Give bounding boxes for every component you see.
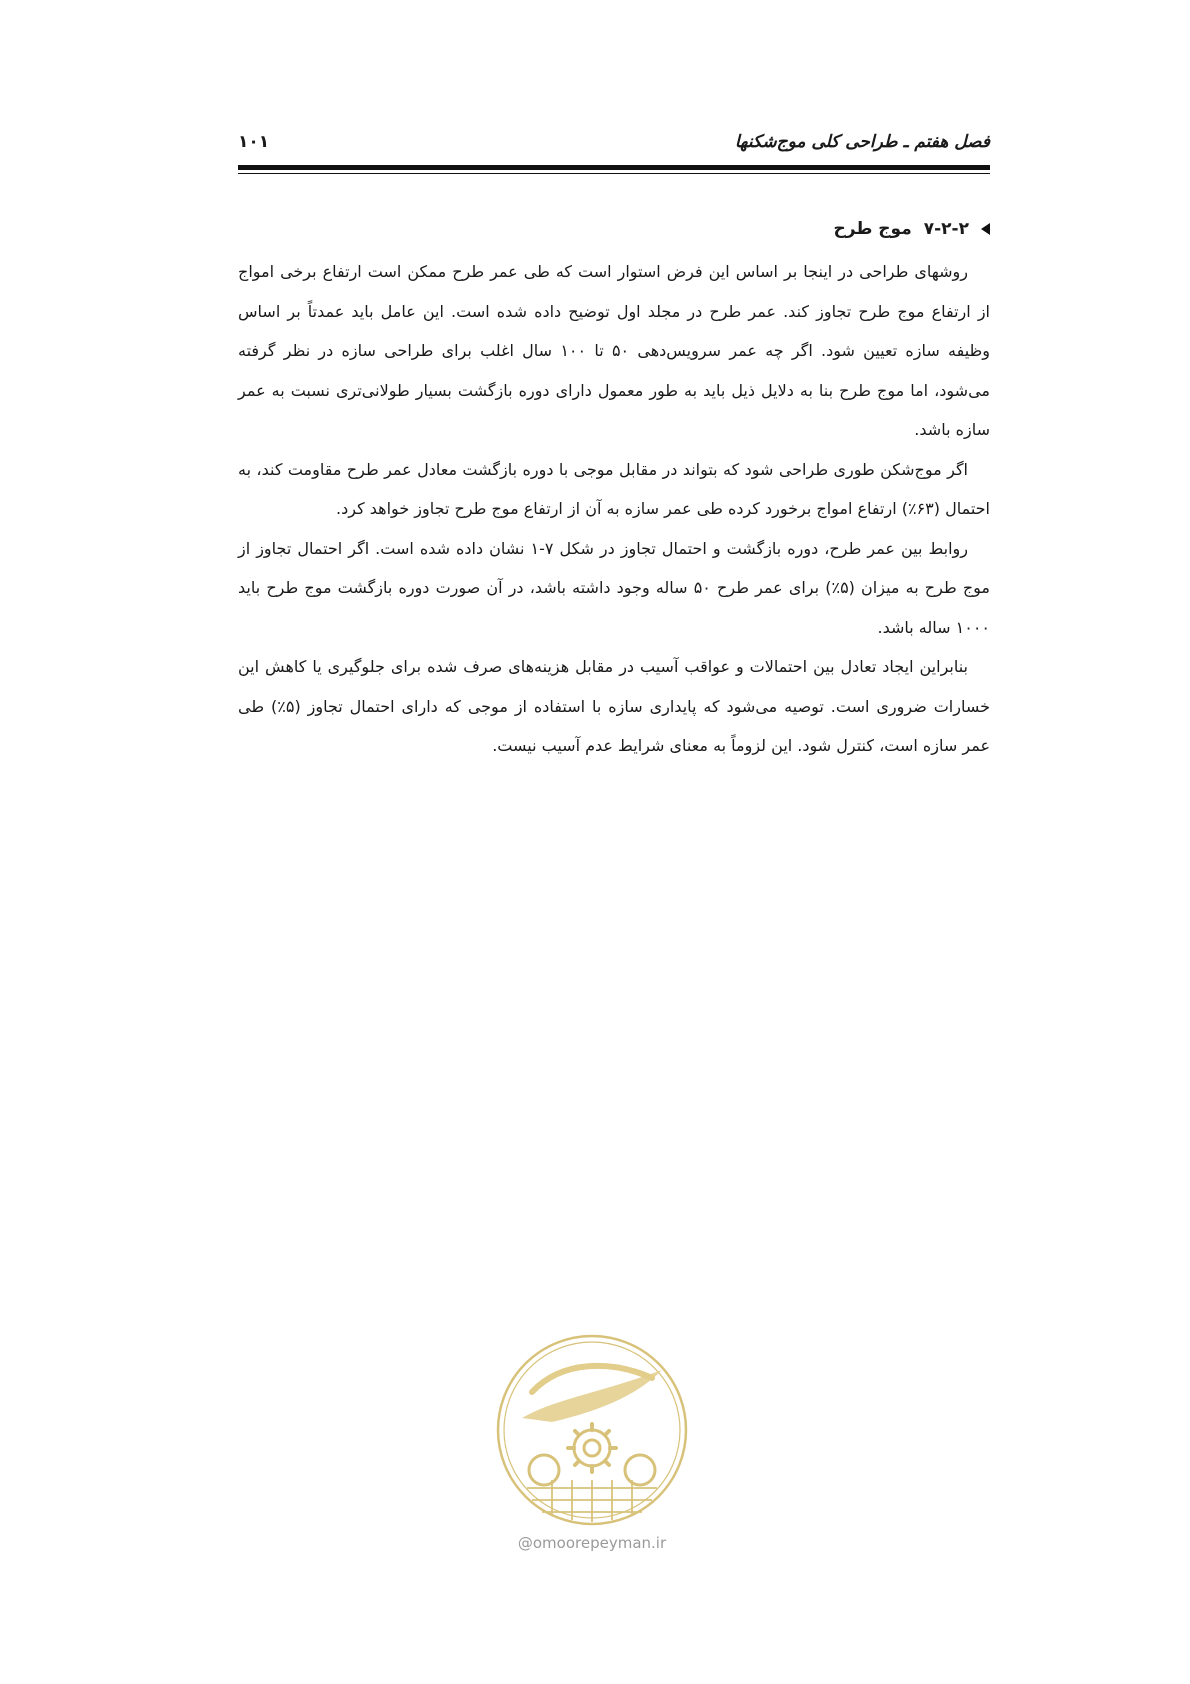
body-content	[238, 212, 990, 766]
paragraph-4: بنابراین ایجاد تعادل بین احتمالات و عواقب آسیب در مقابل هزینه‌های صرف شده برای جلوگیری یا کاهش این خسارات ضروری است. توصیه می‌شود که پایداری سازه با استفاده از موجی که دارای احتمال تجاوز (۵٪) طی عمر سازه است، کنترل شود. این لزوماً به معنای شرایط عدم آسیب نیست.	[238, 657, 990, 755]
section-title: موج طرح	[833, 219, 912, 239]
running-header	[238, 130, 990, 164]
triangle-bullet-icon	[981, 223, 990, 235]
section-heading	[238, 212, 990, 246]
paragraph-2: اگر موج‌شکن طوری طراحی شود که بتواند در مقابل موجی با دوره بازگشت معادل عمر طرح مقاومت کند، به احتمال (۶۳٪) ارتفاع امواج برخورد کرده طی عمر سازه به آن از ارتفاع موج طرح تجاوز خواهد کرد.	[238, 459, 990, 518]
chapter-title: فصل هفتم ـ طراحی کلی موج‌شکنها	[734, 132, 990, 152]
watermark-url: @omoorepeyman.ir	[517, 1534, 667, 1552]
watermark-logo-icon	[492, 1330, 692, 1530]
header-rule-thin	[238, 173, 990, 174]
paragraph-3: روابط بین عمر طرح، دوره بازگشت و احتمال تجاوز در شکل ۷-۱ نشان داده شده است. اگر احتمال تجاوز از موج طرح به میزان (۵٪) برای عمر طرح ۵۰ ساله وجود داشته باشد، در آن صورت دوره بازگشت موج طرح باید ۱۰۰۰ ساله باشد.	[238, 538, 990, 637]
page-number: ۱۰۱	[238, 132, 270, 152]
header-rule-thick	[238, 165, 990, 170]
section-number: ۷-۲-۲	[923, 219, 969, 239]
paragraph-1: روشهای طراحی در اینجا بر اساس این فرض استوار است که طی عمر طرح ممکن است ارتفاع برخی امواج از ارتفاع موج طرح تجاوز کند. عمر طرح در مجلد اول توضیح داده شده است. این عامل باید عمدتاً بر اساس وظیفه سازه تعیین شود. اگر چه عمر سرویس‌دهی ۵۰ تا ۱۰۰ سال اغلب برای طراحی سازه در نظر گرفته می‌شود، اما موج طرح بنا به دلایل ذیل باید به طور معمول دارای دوره بازگشت بسیار طولانی‌تری نسبت به عمر سازه باشد.	[238, 262, 991, 439]
